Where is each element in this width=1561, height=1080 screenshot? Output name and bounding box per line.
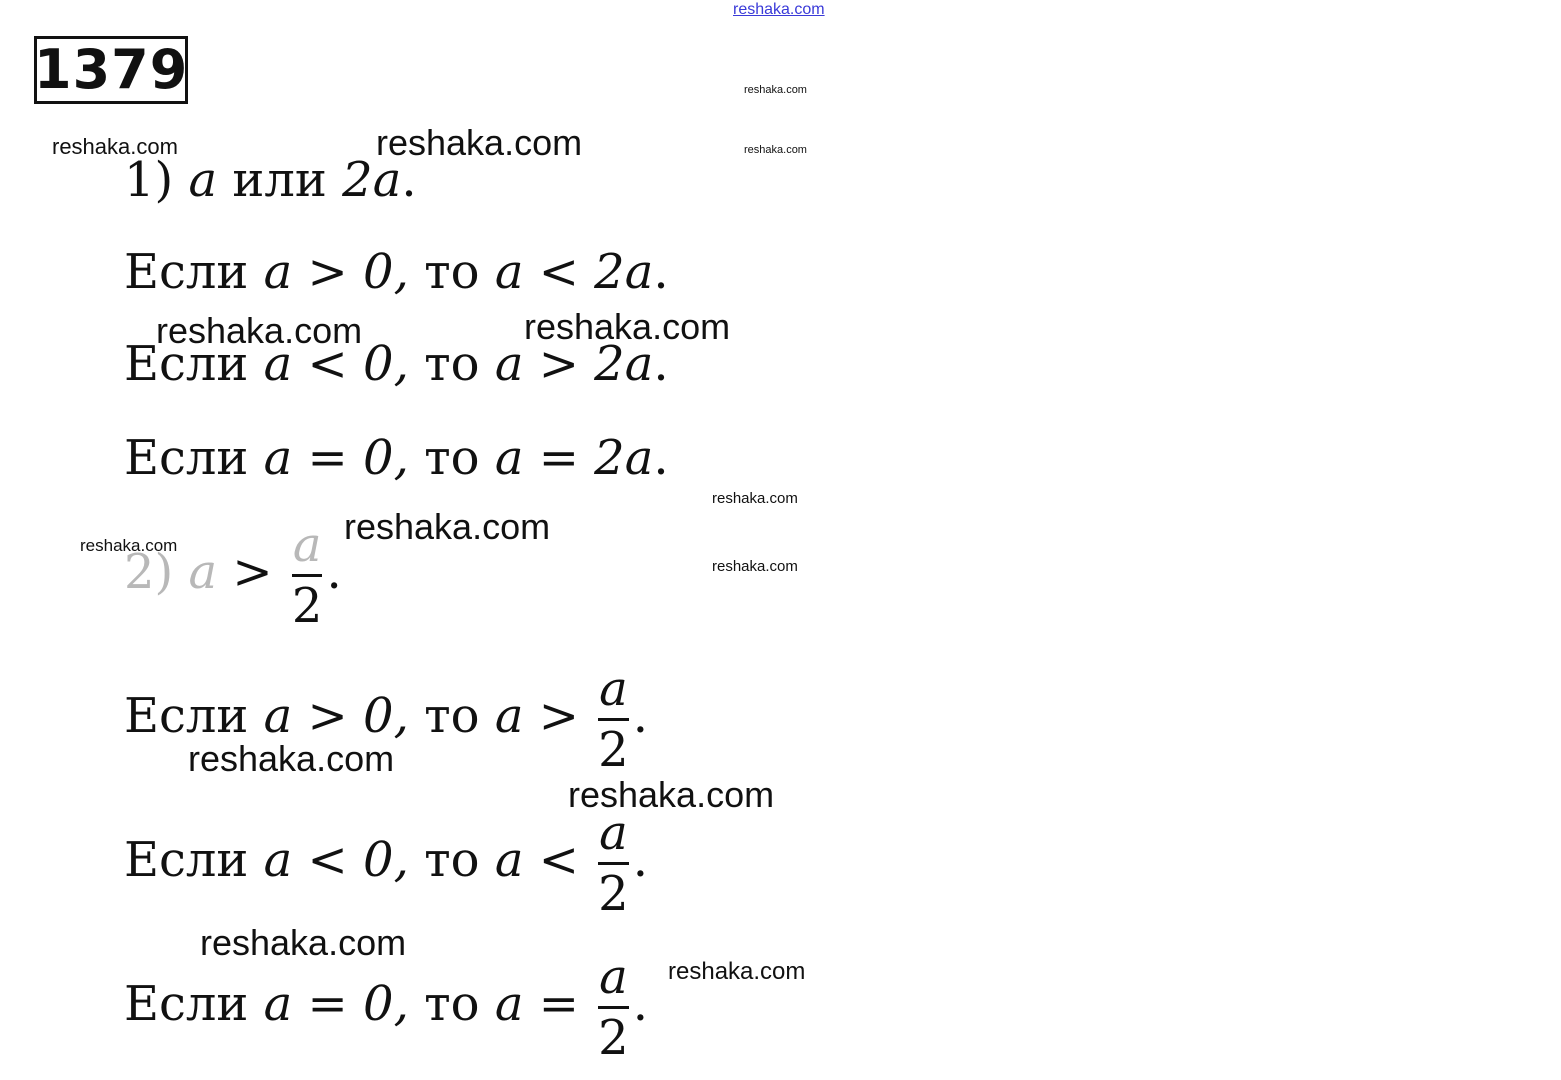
watermark: reshaka.com [712,490,798,507]
watermark: reshaka.com [744,144,807,156]
fraction: $\frac{a}{2}$ [598,949,629,1066]
fraction: $\frac{a}{2}$ [598,661,629,778]
watermark: reshaka.com [524,306,731,347]
watermark: reshaka.com [188,738,395,779]
watermark: reshaka.com [712,558,798,575]
watermark: reshaka.com [668,958,806,985]
watermark: reshaka.com [52,134,178,159]
part2-case-zero: Если a = 0, то a = $\frac{a}{2}$ . [124,949,648,1066]
watermark: reshaka.com [568,774,775,815]
watermark: reshaka.com [200,922,407,963]
part2-case-negative: Если a < 0, то a < $\frac{a}{2}$ . [124,805,648,922]
watermark: reshaka.com [156,310,363,351]
problem-number: 1379 [34,38,189,101]
watermark: reshaka.com [744,84,807,96]
part1-heading: 1) a или 2a. [124,152,417,208]
fraction: $\frac{a}{2}$ [598,805,629,922]
watermark: reshaka.com [80,536,178,555]
watermark-link[interactable]: reshaka.com [733,1,825,18]
part1-case-positive: Если a > 0, то a < 2a. [124,244,669,300]
part1-case-zero: Если a = 0, то a = 2a. [124,430,669,486]
watermark: reshaka.com [344,506,551,547]
part2-case-positive: Если a > 0, то a > $\frac{a}{2}$ . [124,661,648,778]
fraction: $\frac{a}{2}$ [291,517,323,634]
watermark: reshaka.com [376,122,583,163]
part1-case-negative: Если a < 0, то a > 2a. [124,336,669,392]
part2-heading: 2) a > $\frac{a}{2}$ . [124,517,342,634]
